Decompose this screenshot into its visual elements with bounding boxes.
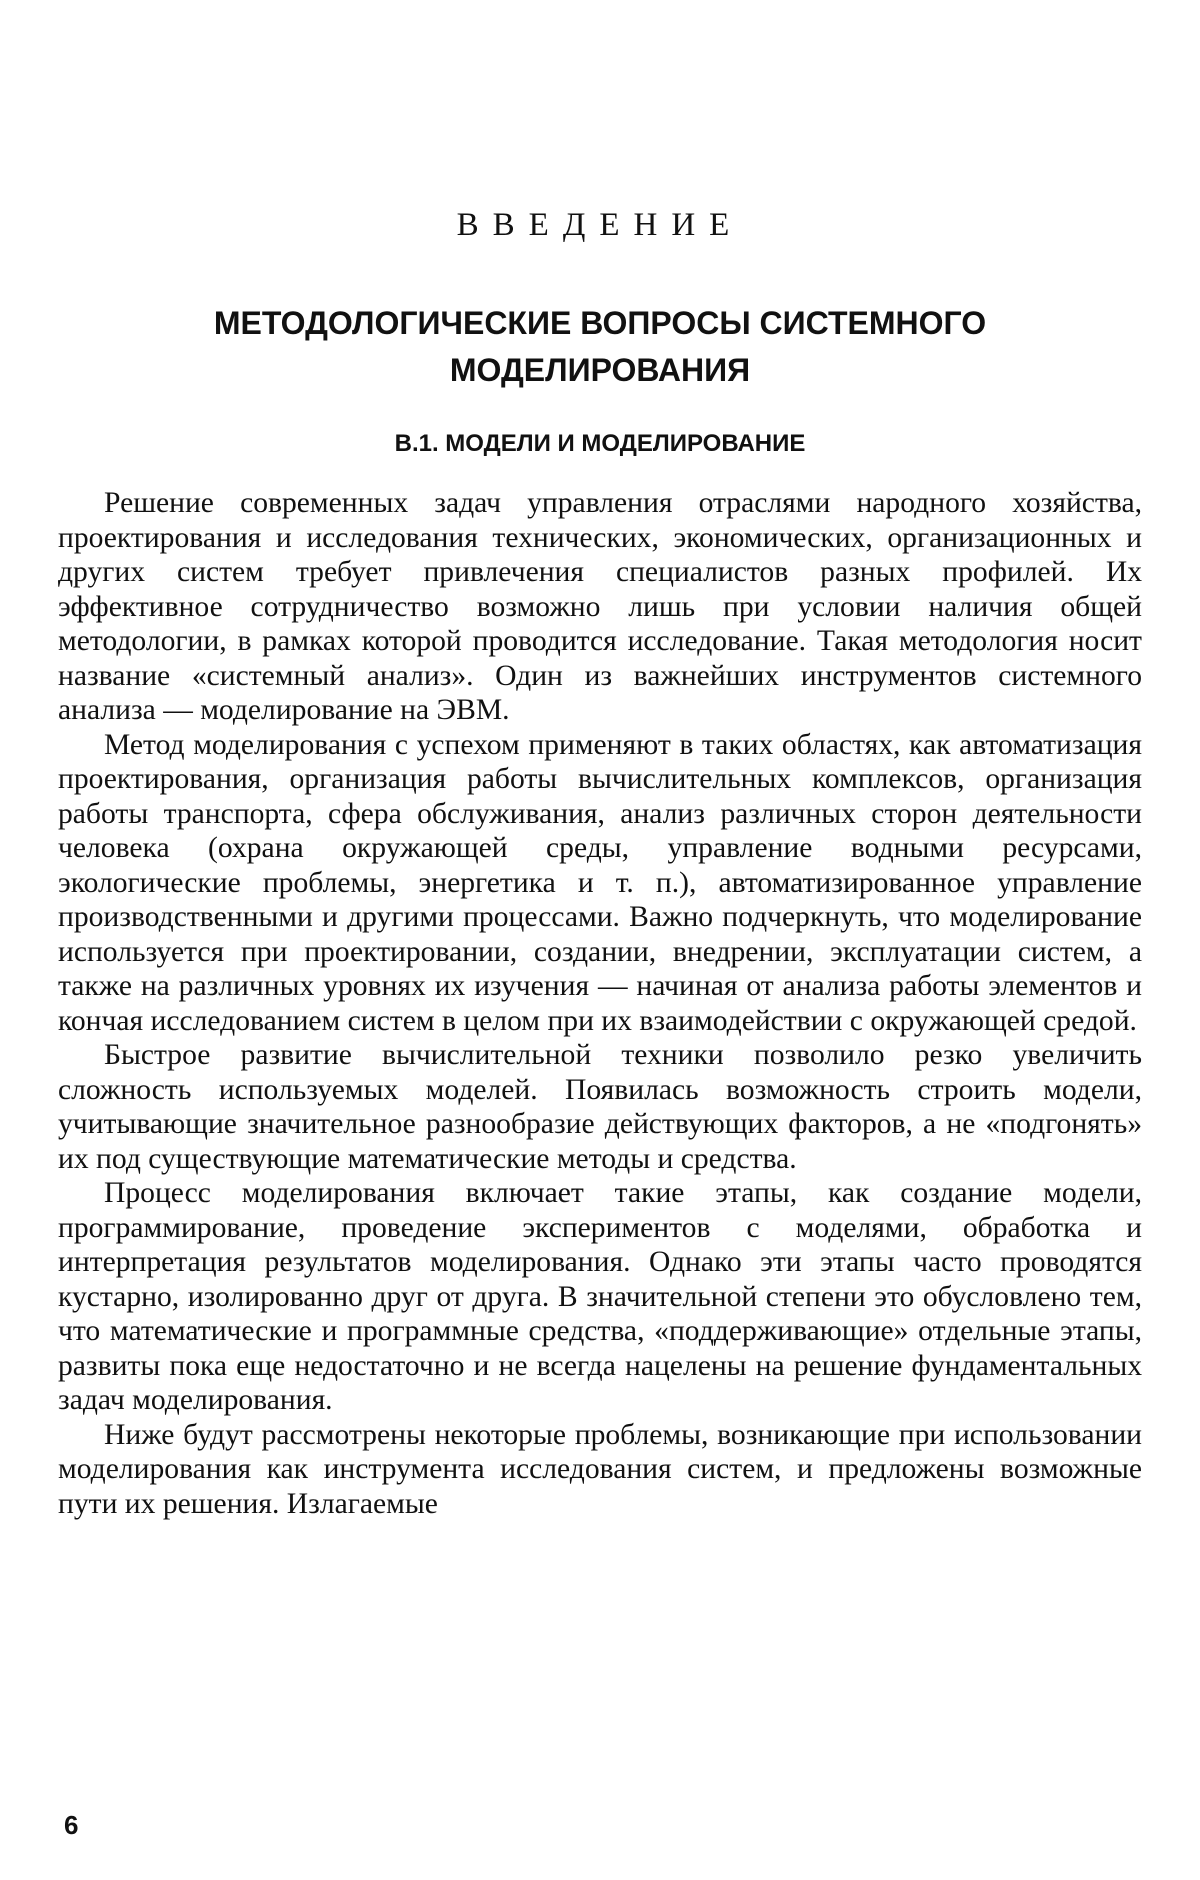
intro-heading: ВВЕДЕНИЕ <box>456 207 744 243</box>
page-number: 6 <box>64 1810 79 1840</box>
paragraph: Ниже будут рассмотрены некоторые проблемы, возникающие при использовании моделирования как инструмента исследования систем, и предложены возможные пути их решения. Излагаемые <box>58 1418 1142 1520</box>
section-title: В.1. МОДЕЛИ И МОДЕЛИРОВАНИЕ <box>394 430 806 457</box>
paragraph: Процесс моделирования включает такие этапы, как создание модели, программирование, проведение экспериментов с моделями, обработка и интерпретация результатов моделирования. Однако эти этапы часто проводятся кустарно, изолированно друг от друга. В значительной степени это обусловлено тем, что математические и программные средства, «поддерживающие» отдельные этапы, развиты пока еще недостаточно и не всегда нацелены на решение фундаментальных задач моделирования. <box>58 1177 1142 1416</box>
paragraph: Быстрое развитие вычислительной техники позволило резко увеличить сложность используемых моделей. Появилась возможность строить модели, учитывающие значительное разнообразие действующих факторов, а не «подгонять» их под существующие математические методы и средства. <box>58 1039 1142 1175</box>
paragraph: Метод моделирования с успехом применяют в таких областях, как автоматизация проектирования, организация работы вычислительных комплексов, организация работы транспорта, сфера обслуживания, анализ различных сторон деятельности человека (охрана окружающей среды, управление водными ресурсами, экологические проблемы, энергетика и т. п.), автоматизированное управление производственными и другими процессами. Важно подчеркнуть, что моделирование используется при проектировании, создании, внедрении, эксплуатации систем, а также на различных уровнях их изучения — начиная от анализа работы элементов и кончая исследованием систем в целом при их взаимодействии с окружающей средой. <box>58 728 1142 1037</box>
chapter-title: МЕТОДОЛОГИЧЕСКИЕ ВОПРОСЫ СИСТЕМНОГО МОДЕЛИРОВАНИЯ <box>213 305 987 388</box>
body-text <box>58 486 1142 1521</box>
paragraph: Решение современных задач управления отраслями народного хозяйства, проектирования и исследования технических, экономических, организационных и других систем требует привлечения специалистов разных профилей. Их эффективное сотрудничество возможно лишь при условии наличия общей методологии, в рамках которой проводится исследование. Такая методология носит название «системный анализ». Один из важнейших инструментов системного анализа — моделирование на ЭВМ. <box>58 487 1142 726</box>
book-page <box>58 0 1142 1880</box>
